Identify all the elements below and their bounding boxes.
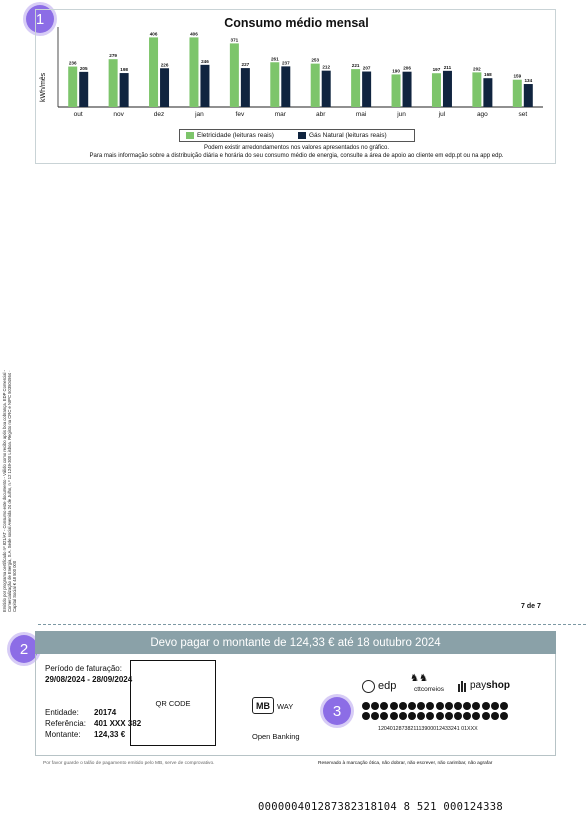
- bar-gas-set: [524, 84, 533, 107]
- bar-electricity-dez: [149, 37, 158, 107]
- bar-gas-abr: [322, 71, 331, 107]
- reference-label: Referência:: [45, 719, 86, 728]
- mbway-mb-text: MB: [256, 700, 270, 711]
- cut-line: [38, 624, 586, 625]
- bar-electricity-fev: [230, 43, 239, 107]
- optical-dot: [454, 702, 462, 710]
- optical-dot: [482, 702, 490, 710]
- optical-dot: [390, 712, 398, 720]
- legend-swatch-electricity: [186, 132, 194, 139]
- annotation-badge-2: 2: [10, 635, 38, 663]
- barcode-number: 1204012873821113900012433241 01XXX: [378, 726, 478, 732]
- bar-chart: [36, 10, 557, 128]
- bar-electricity-mai: [351, 69, 360, 107]
- data-label-gas-abr: 212: [322, 64, 331, 70]
- optical-dot-grid: [362, 702, 510, 722]
- data-label-gas-set: 134: [524, 78, 533, 84]
- payshop-pay-text: pay: [470, 680, 487, 691]
- bar-electricity-nov: [109, 59, 118, 107]
- data-label-gas-dez: 226: [160, 62, 169, 68]
- data-label-electricity-fev: 371: [230, 37, 239, 43]
- optical-dot: [463, 702, 471, 710]
- payshop-logo-icon: [458, 680, 468, 692]
- optical-dot: [491, 712, 499, 720]
- chart-title: Consumo médio mensal: [224, 16, 369, 30]
- x-tick-label-ago: ago: [476, 111, 488, 118]
- optical-dot: [408, 712, 416, 720]
- bar-gas-jun: [403, 72, 412, 107]
- x-tick-label-fev: fev: [235, 111, 245, 118]
- x-tick-label-jul: jul: [438, 111, 446, 118]
- edp-logo-icon: [362, 680, 375, 693]
- data-label-electricity-nov: 279: [109, 53, 117, 59]
- x-tick-label-nov: nov: [113, 111, 124, 118]
- data-label-gas-jun: 206: [403, 65, 411, 71]
- bar-electricity-abr: [311, 64, 320, 107]
- bar-electricity-jul: [432, 73, 441, 107]
- data-label-gas-ago: 168: [484, 72, 492, 78]
- optical-dot: [408, 702, 416, 710]
- data-label-electricity-mar: 261: [270, 56, 279, 62]
- optical-dot: [472, 702, 480, 710]
- chart-note-info: Para mais informação sobre a distribuição diária e horária do seu consumo médio de energia, consulte a área de apoio ao cliente em edp.pt ou na app edp.: [89, 153, 504, 159]
- optical-dot: [380, 702, 388, 710]
- data-label-electricity-jul: 197: [432, 67, 441, 73]
- legend-label-electricity: Eletricidade (leituras reais): [197, 132, 274, 139]
- payshop-shop-text: shop: [486, 680, 511, 691]
- x-tick-label-jun: jun: [397, 111, 406, 118]
- footer-note-left: Por favor guarde o talão de pagamento emitido pelo MB, serve de comprovativo.: [43, 761, 215, 766]
- legend-swatch-gas: [298, 132, 306, 139]
- optical-dot: [463, 712, 471, 720]
- page-number: 7 de 7: [521, 603, 541, 610]
- edp-logo-text: edp: [378, 680, 397, 692]
- bar-gas-out: [79, 72, 88, 107]
- bar-gas-ago: [483, 78, 492, 107]
- legend-label-gas: Gás Natural (leituras reais): [308, 132, 387, 139]
- optical-dot: [491, 702, 499, 710]
- optical-dot: [426, 702, 434, 710]
- ctt-logo-icon: ♞♞: [410, 673, 428, 684]
- optical-dot: [417, 712, 425, 720]
- optical-dot: [362, 702, 370, 710]
- data-label-gas-jul: 211: [443, 64, 452, 70]
- mbway-way-text: WAY: [277, 702, 294, 711]
- x-tick-label-mai: mai: [355, 111, 367, 118]
- bar-electricity-ago: [472, 72, 481, 107]
- billing-period-label: Período de faturação:: [45, 664, 122, 673]
- optical-dot: [472, 712, 480, 720]
- payment-header: Devo pagar o montante de 124,33 € até 18 outubro 2024: [35, 631, 556, 654]
- data-label-gas-nov: 198: [120, 67, 128, 73]
- amount-label: Montante:: [45, 730, 81, 739]
- bar-gas-fev: [241, 68, 250, 107]
- optical-dot: [445, 702, 453, 710]
- data-label-electricity-out: 236: [68, 60, 77, 66]
- chart-note-rounding: Podem existir arredondamentos nos valores apresentados no gráfico.: [203, 145, 390, 151]
- data-label-electricity-jan: 406: [190, 31, 198, 37]
- amount-value: 124,33 €: [94, 730, 126, 739]
- optical-dot: [500, 712, 508, 720]
- bar-gas-jan: [200, 65, 209, 107]
- optical-dot: [399, 702, 407, 710]
- data-label-electricity-ago: 202: [473, 66, 481, 72]
- optical-dot: [454, 712, 462, 720]
- optical-dot: [371, 702, 379, 710]
- optical-dot: [436, 702, 444, 710]
- bottom-payment-code: 000000401287382318104 8 521 000124338: [258, 801, 503, 813]
- optical-dot: [399, 712, 407, 720]
- optical-dot: [417, 702, 425, 710]
- data-label-electricity-jun: 190: [392, 68, 400, 74]
- data-label-gas-fev: 227: [241, 62, 250, 68]
- legal-sidebar-text: Emitido por programa certificado nº 821/AT - Consumo este documento - Válido como recibo após boa cobrança. EDP Comercial - Comercialização de Energia, S.A. Sede social Avenida 24 de Julho, n.º 12 1249-300 Lisboa. Registo na CRC e NIPC 503504564 · Capital Social € 48 500 000: [2, 370, 17, 612]
- x-tick-label-mar: mar: [274, 111, 286, 118]
- bar-electricity-out: [68, 67, 77, 107]
- optical-dot: [445, 712, 453, 720]
- bar-gas-dez: [160, 68, 169, 107]
- bar-electricity-set: [513, 80, 522, 107]
- optical-dot: [371, 712, 379, 720]
- optical-dot: [426, 712, 434, 720]
- qr-code-label: QR CODE: [155, 698, 191, 708]
- payshop-logo-text: [470, 680, 510, 691]
- data-label-gas-mar: 237: [281, 60, 290, 66]
- x-tick-label-set: set: [518, 111, 528, 118]
- x-tick-label-jan: jan: [195, 111, 204, 118]
- footer-note-right: Reservado à marcação ótica, não dobrar, não escrever, não carimbar, não agrafar: [318, 761, 493, 766]
- billing-period-value: 29/08/2024 - 28/09/2024: [45, 675, 133, 684]
- data-label-electricity-abr: 253: [311, 57, 320, 63]
- x-tick-label-dez: dez: [153, 111, 165, 118]
- optical-dot: [390, 702, 398, 710]
- entity-label: Entidade:: [45, 708, 79, 717]
- bar-gas-jul: [443, 71, 452, 107]
- optical-dot: [500, 702, 508, 710]
- x-tick-label-abr: abr: [316, 111, 326, 118]
- data-label-gas-jan: 246: [201, 58, 209, 64]
- bar-gas-nov: [120, 73, 129, 107]
- x-tick-label-out: out: [73, 111, 83, 118]
- optical-dot: [436, 712, 444, 720]
- bar-electricity-mar: [270, 62, 279, 107]
- optical-dot: [482, 712, 490, 720]
- annotation-badge-1: 1: [26, 5, 54, 33]
- data-label-gas-out: 205: [79, 65, 88, 71]
- data-label-electricity-set: 159: [513, 73, 522, 79]
- chart-panel: [35, 9, 556, 164]
- y-axis-label: kWh/mês: [40, 72, 47, 102]
- chart-legend: [179, 129, 415, 142]
- optical-dot: [362, 712, 370, 720]
- ctt-logo-text: cttcorreios: [414, 686, 444, 693]
- entity-value: 20174: [94, 708, 117, 717]
- reference-value: 401 XXX 382: [94, 719, 142, 728]
- qr-code-placeholder: [130, 660, 216, 746]
- bar-gas-mar: [281, 66, 290, 107]
- mbway-logo-icon: [252, 697, 274, 714]
- bar-gas-mai: [362, 72, 371, 107]
- data-label-electricity-dez: 406: [149, 31, 158, 37]
- bar-electricity-jun: [392, 74, 401, 107]
- data-label-gas-mai: 207: [362, 65, 371, 71]
- annotation-badge-3: 3: [323, 697, 351, 725]
- open-banking-label: Open Banking: [252, 732, 300, 741]
- bar-electricity-jan: [189, 37, 198, 107]
- data-label-electricity-mai: 221: [351, 63, 360, 69]
- optical-dot: [380, 712, 388, 720]
